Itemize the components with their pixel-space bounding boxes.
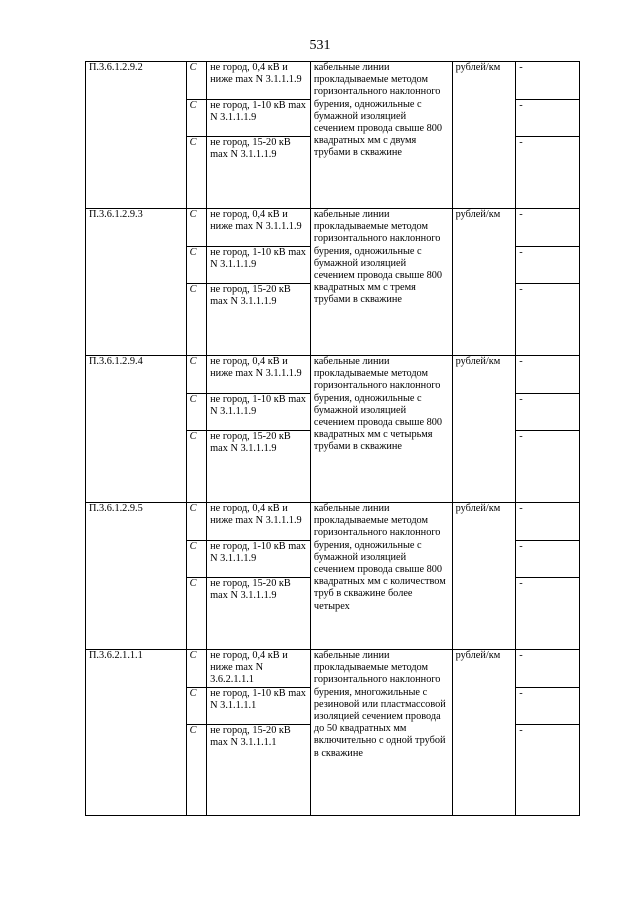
- row-value: -: [516, 100, 580, 137]
- row-condition: не город, 1-10 кВ max N 3.1.1.1.1: [207, 688, 311, 725]
- tariff-table: [85, 61, 580, 816]
- row-value: -: [516, 62, 580, 100]
- row-letter: С: [186, 394, 207, 431]
- row-value: -: [516, 688, 580, 725]
- row-condition: не город, 15-20 кВ max N 3.1.1.1.9: [207, 137, 311, 209]
- row-value: -: [516, 431, 580, 503]
- row-letter: С: [186, 100, 207, 137]
- row-code: П.3.6.1.2.9.3: [86, 209, 187, 356]
- page-number: 531: [309, 38, 331, 53]
- row-letter: С: [186, 431, 207, 503]
- row-value: -: [516, 209, 580, 247]
- row-value: -: [516, 650, 580, 688]
- row-value: -: [516, 725, 580, 816]
- row-value: -: [516, 394, 580, 431]
- row-condition: не город, 15-20 кВ max N 3.1.1.1.1: [207, 725, 311, 816]
- row-letter: С: [186, 503, 207, 541]
- row-letter: С: [186, 247, 207, 284]
- row-code: П.3.6.1.2.9.4: [86, 356, 187, 503]
- row-letter: С: [186, 284, 207, 356]
- row-unit: рублей/км: [452, 503, 516, 650]
- row-value: -: [516, 284, 580, 356]
- table-row: [86, 209, 580, 247]
- row-condition: не город, 0,4 кВ и ниже max N 3.1.1.1.9: [207, 209, 311, 247]
- row-letter: С: [186, 356, 207, 394]
- row-condition: не город, 1-10 кВ max N 3.1.1.1.9: [207, 541, 311, 578]
- row-code: П.3.6.1.2.9.2: [86, 62, 187, 209]
- table-row: [86, 356, 580, 394]
- row-unit: рублей/км: [452, 62, 516, 209]
- row-condition: не город, 0,4 кВ и ниже max N 3.1.1.1.9: [207, 503, 311, 541]
- row-description: кабельные линии прокладываемые методом горизонтального наклонного бурения, многожильные с резиновой или пластмассовой изоляцией сечением провода до 50 квадратных мм включительно с одной трубой в скважине: [310, 650, 452, 816]
- row-letter: С: [186, 541, 207, 578]
- row-letter: С: [186, 688, 207, 725]
- row-description: кабельные линии прокладываемые методом горизонтального наклонного бурения, одножильные с бумажной изоляцией сечением провода свыше 800 квадратных мм с четырьмя трубами в скважине: [310, 356, 452, 503]
- table-row: [86, 650, 580, 688]
- row-value: -: [516, 503, 580, 541]
- row-letter: С: [186, 62, 207, 100]
- row-value: -: [516, 356, 580, 394]
- row-value: -: [516, 247, 580, 284]
- row-value: -: [516, 578, 580, 650]
- row-condition: не город, 0,4 кВ и ниже max N 3.1.1.1.9: [207, 356, 311, 394]
- row-condition: не город, 0,4 кВ и ниже max N 3.6.2.1.1.1: [207, 650, 311, 688]
- row-value: -: [516, 541, 580, 578]
- row-description: кабельные линии прокладываемые методом горизонтального наклонного бурения, одножильные с бумажной изоляцией сечением провода свыше 800 квадратных мм с тремя трубами в скважине: [310, 209, 452, 356]
- row-letter: С: [186, 725, 207, 816]
- row-value: -: [516, 137, 580, 209]
- row-letter: С: [186, 209, 207, 247]
- row-unit: рублей/км: [452, 356, 516, 503]
- row-condition: не город, 15-20 кВ max N 3.1.1.1.9: [207, 431, 311, 503]
- row-condition: не город, 1-10 кВ max N 3.1.1.1.9: [207, 100, 311, 137]
- row-condition: не город, 1-10 кВ max N 3.1.1.1.9: [207, 247, 311, 284]
- row-condition: не город, 15-20 кВ max N 3.1.1.1.9: [207, 284, 311, 356]
- row-condition: не город, 0,4 кВ и ниже max N 3.1.1.1.9: [207, 62, 311, 100]
- row-code: П.3.6.1.2.9.5: [86, 503, 187, 650]
- row-letter: С: [186, 650, 207, 688]
- row-description: кабельные линии прокладываемые методом горизонтального наклонного бурения, одножильные с бумажной изоляцией сечением провода свыше 800 квадратных мм с количеством труб в скважине более четырех: [310, 503, 452, 650]
- row-letter: С: [186, 578, 207, 650]
- row-description: кабельные линии прокладываемые методом горизонтального наклонного бурения, одножильные с бумажной изоляцией сечением провода свыше 800 квадратных мм с двумя трубами в скважине: [310, 62, 452, 209]
- row-unit: рублей/км: [452, 650, 516, 816]
- row-code: П.3.6.2.1.1.1: [86, 650, 187, 816]
- row-condition: не город, 15-20 кВ max N 3.1.1.1.9: [207, 578, 311, 650]
- row-condition: не город, 1-10 кВ max N 3.1.1.1.9: [207, 394, 311, 431]
- row-unit: рублей/км: [452, 209, 516, 356]
- table-row: [86, 62, 580, 100]
- table-row: [86, 503, 580, 541]
- row-letter: С: [186, 137, 207, 209]
